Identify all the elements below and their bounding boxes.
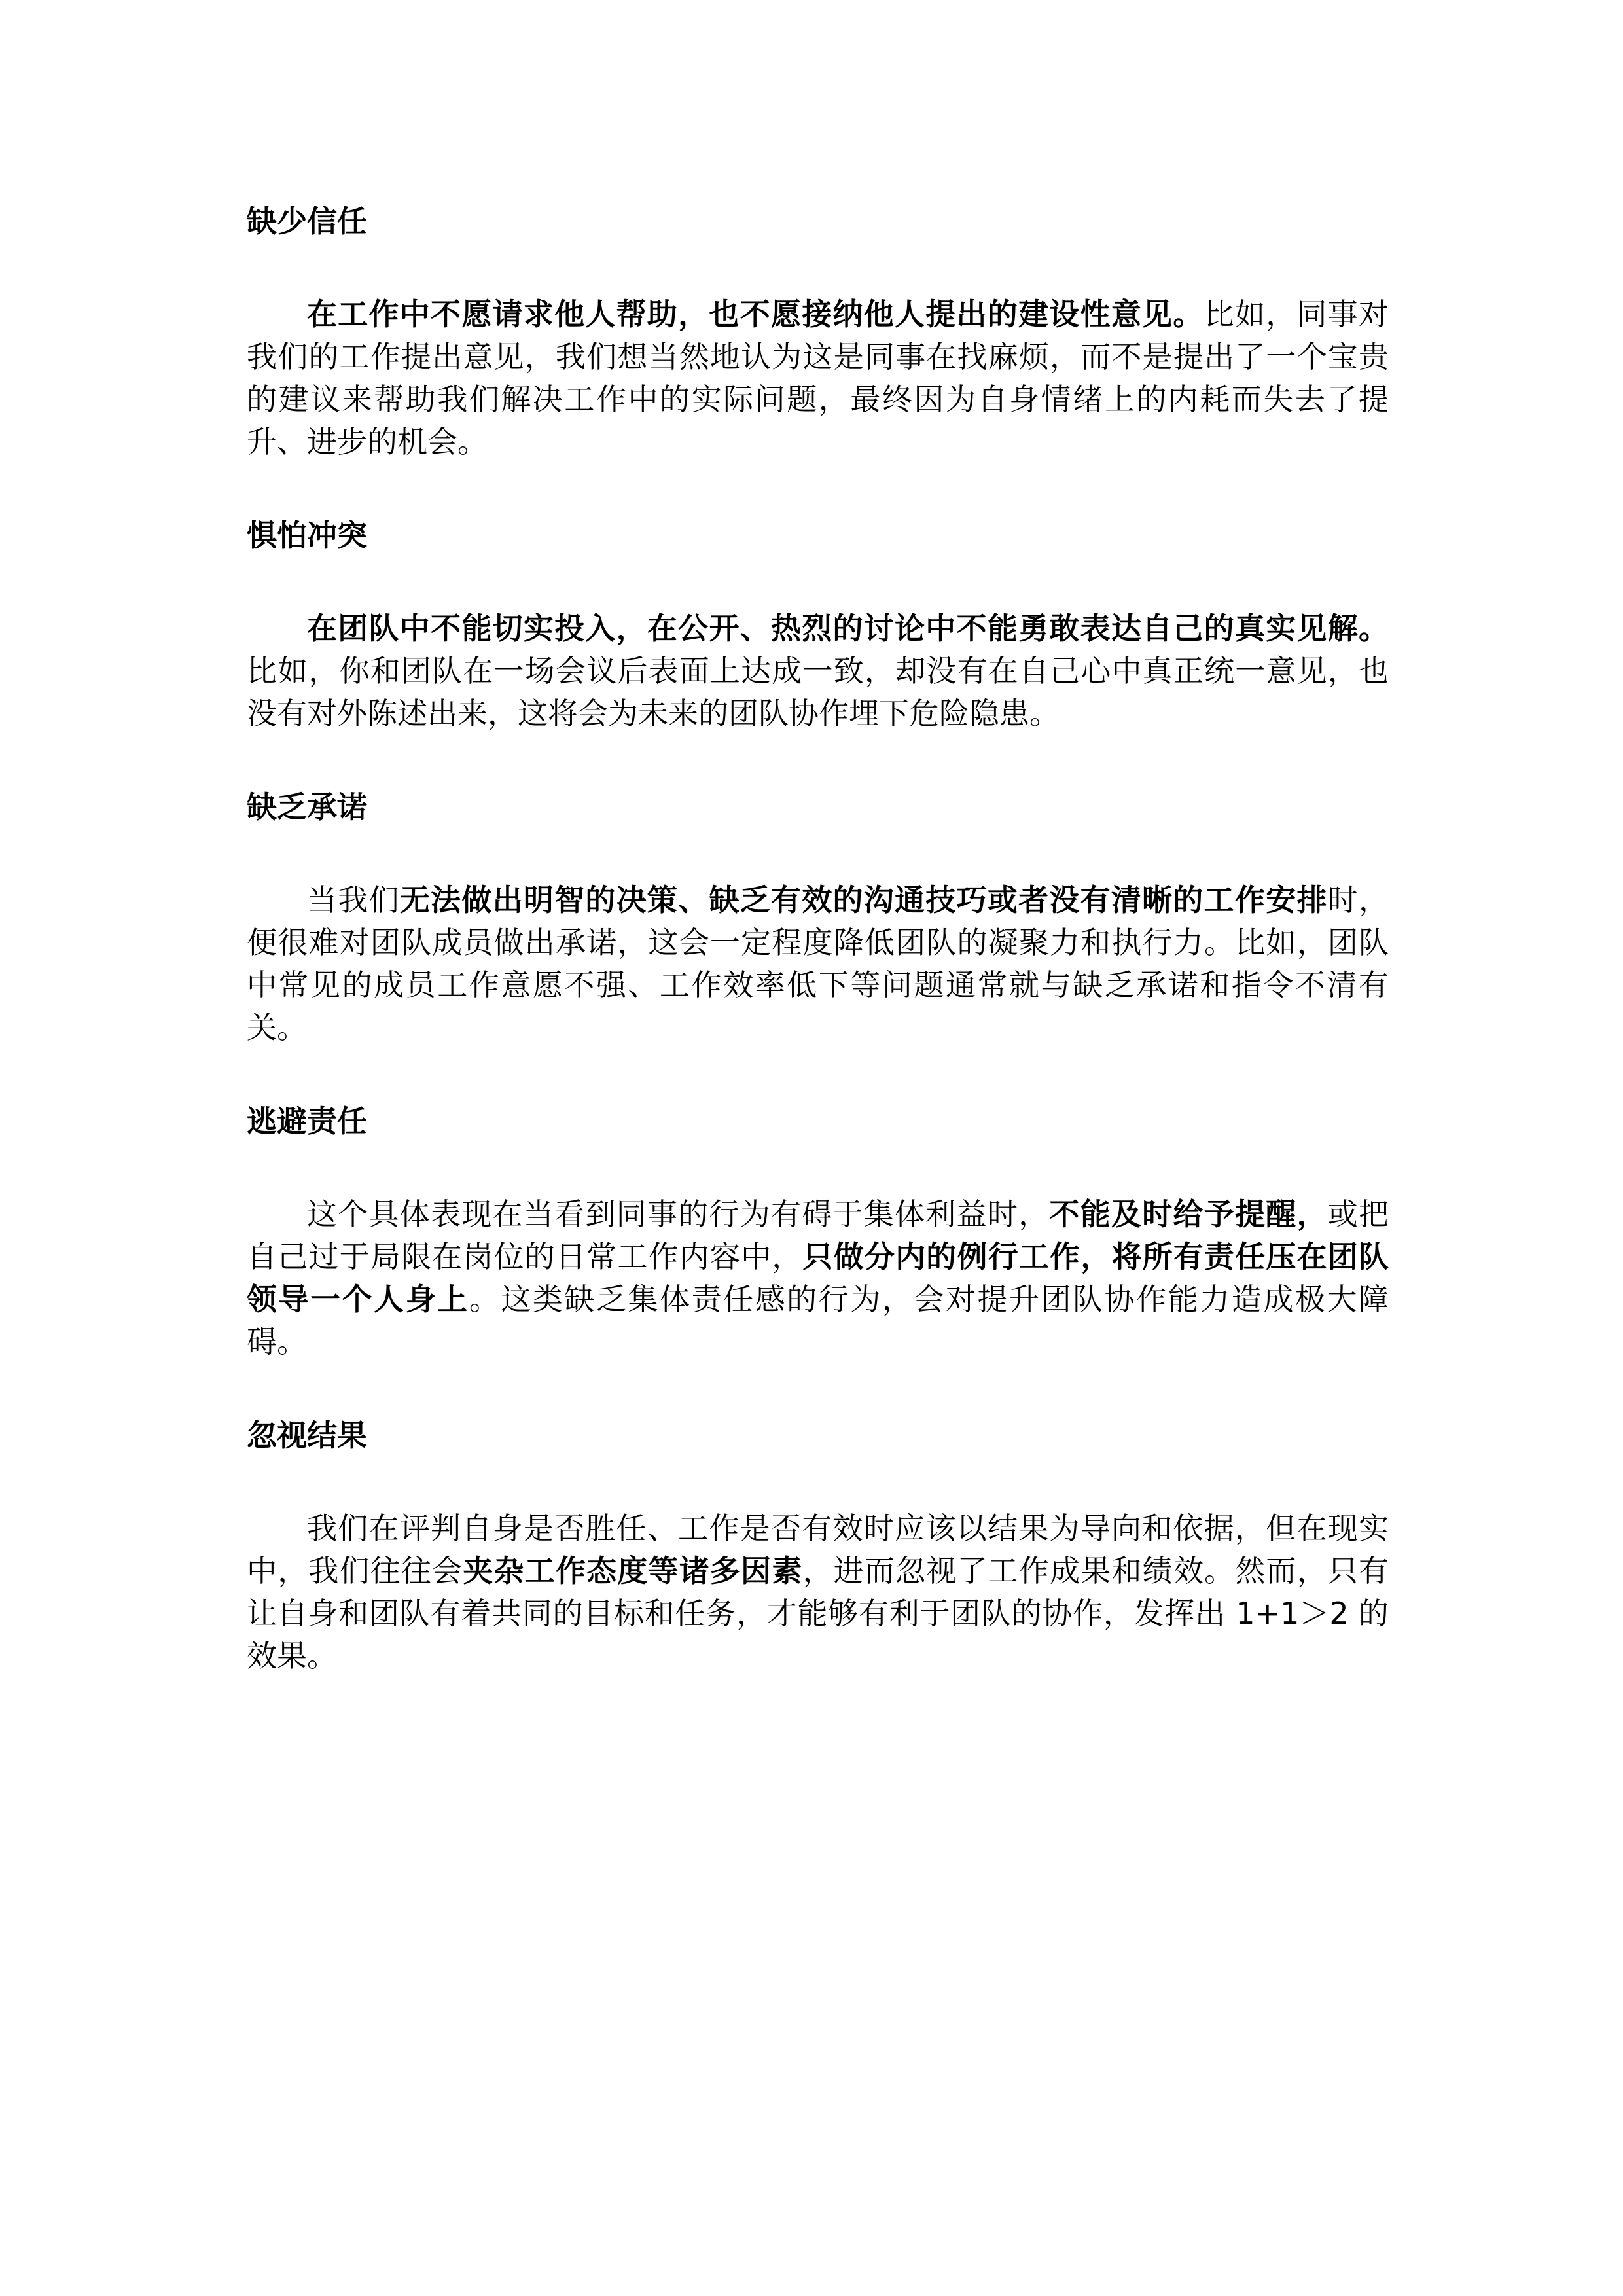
section-heading: 缺乏承诺 (247, 789, 367, 825)
body-text: 。这类缺乏集体责任感的行为，会对提升团队协作能力造成极大障碍。 (247, 1282, 1389, 1359)
section-lack-of-trust (247, 190, 1389, 463)
section-inattention-to-results (247, 1404, 1389, 1677)
bold-text: 在工作中不愿请求他人帮助，也不愿接纳他人提出的建设性意见。 (307, 296, 1204, 332)
section-heading: 逃避责任 (247, 1103, 367, 1139)
section-avoiding-accountability (247, 1090, 1389, 1363)
section-paragraph (247, 607, 1389, 735)
bold-text: 无法做出明智的决策、缺乏有效的沟通技巧或者没有清晰的工作安排 (399, 882, 1328, 918)
document-body (247, 190, 1389, 1718)
section-heading: 惧怕冲突 (247, 518, 367, 553)
body-text: ，进而忽视了工作成果和绩效。然而，只有让自身和团队有着共同的目标和任务，才能够有利于团队的协作，发挥出 1+1＞2 的效果。 (247, 1553, 1389, 1674)
bold-text: 不能及时给予提醒， (1049, 1196, 1328, 1232)
section-heading: 忽视结果 (247, 1418, 367, 1453)
bold-text: 在团队中不能切实投入，在公开、热烈的讨论中不能勇敢表达自己的真实见解。 (307, 611, 1389, 646)
section-paragraph (247, 1507, 1389, 1677)
body-text: 比如，同事对我们的工作提出意见，我们想当然地认为这是同事在找麻烦，而不是提出了一个宝贵的建议来帮助我们解决工作中的实际问题，最终因为自身情绪上的内耗而失去了提升、进步的机会。 (247, 296, 1389, 459)
body-text: 或把自己过于局限在岗位的日常工作内容中， (247, 1196, 1389, 1274)
body-text: 我们在评判自身是否胜任、工作是否有效时应该以结果为导向和依据，但在现实中，我们往往会 (247, 1511, 1389, 1588)
section-paragraph (247, 879, 1389, 1049)
body-text: 当我们 (307, 882, 400, 918)
section-paragraph (247, 1193, 1389, 1363)
bold-text: 只做分内的例行工作，将所有责任压在团队领导一个人身上 (247, 1239, 1389, 1317)
section-lack-of-commitment (247, 776, 1389, 1049)
section-paragraph (247, 293, 1389, 463)
section-heading: 缺少信任 (247, 204, 367, 239)
section-fear-of-conflict (247, 504, 1389, 735)
bold-text: 夹杂工作态度等诸多因素 (463, 1553, 803, 1588)
body-text: 时，便很难对团队成员做出承诺，这会一定程度降低团队的凝聚力和执行力。比如，团队中常见的成员工作意愿不强、工作效率低下等问题通常就与缺乏承诺和指令不清有关。 (247, 882, 1389, 1045)
body-text: 这个具体表现在当看到同事的行为有碍于集体利益时， (307, 1196, 1050, 1232)
body-text: 比如，你和团队在一场会议后表面上达成一致，却没有在自己心中真正统一意见，也没有对外陈述出来，这将会为未来的团队协作埋下危险隐患。 (247, 653, 1389, 731)
